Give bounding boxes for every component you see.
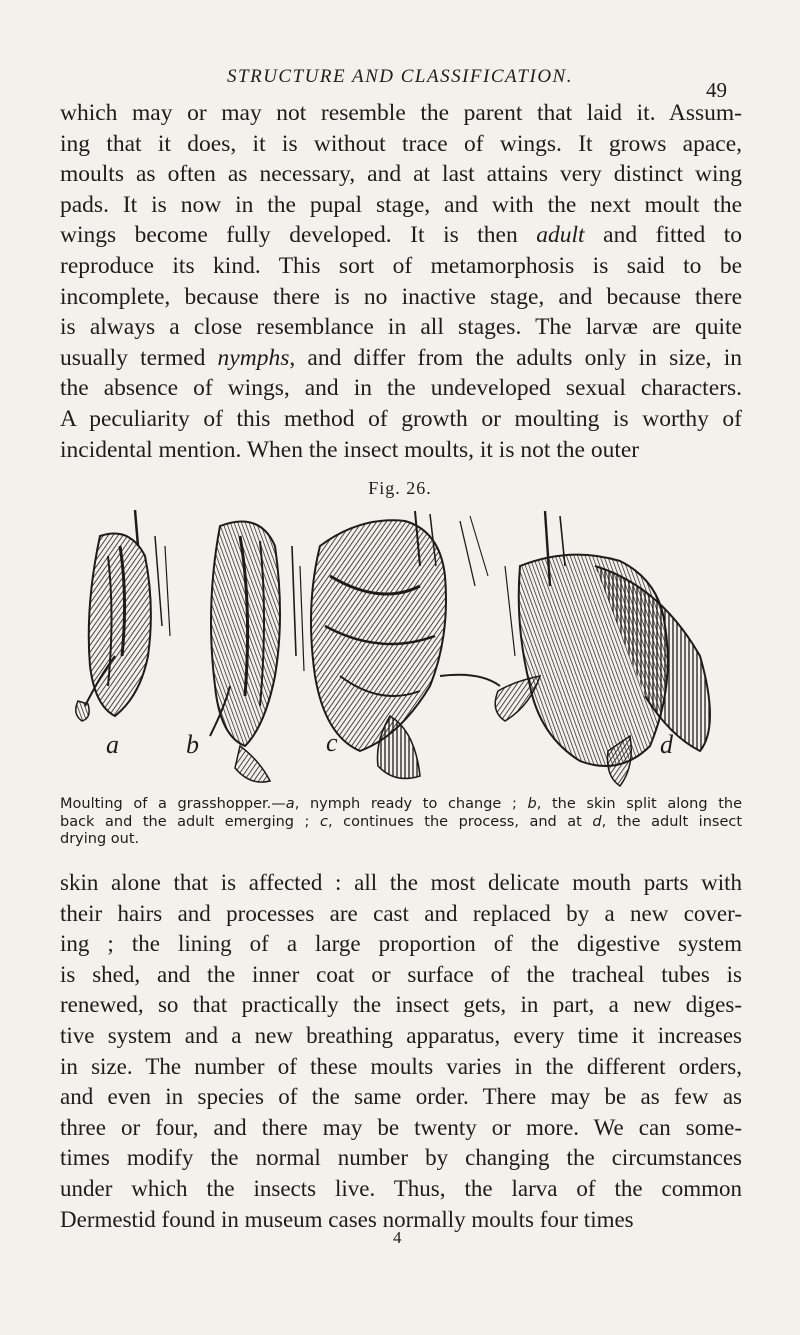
figure-letter-d: d bbox=[660, 730, 673, 759]
text-line: ing that it does, it is without trace of wings. It grows apace, bbox=[60, 130, 742, 157]
caption-letter-d: d bbox=[592, 813, 602, 830]
text-line: under which the insects live. Thus, the larva of the common bbox=[60, 1175, 742, 1201]
caption-fragment: , the adult insect bbox=[601, 813, 743, 830]
text-line: skin alone that is affected : all the most delicate mouth parts with bbox=[60, 870, 742, 895]
text-line: pads. It is now in the pupal stage, and with the next moult the bbox=[60, 191, 742, 218]
running-head: STRUCTURE AND CLASSIFICATION. bbox=[227, 66, 573, 87]
top-paragraph bbox=[60, 98, 742, 465]
caption-letter-a: a bbox=[285, 796, 295, 812]
text-line: is shed, and the inner coat or surface of the tracheal tubes is bbox=[60, 961, 742, 987]
italic-word-nymphs: nymphs bbox=[217, 344, 290, 371]
text-line: renewed, so that practically the insect gets, in part, a new diges- bbox=[60, 992, 742, 1018]
text-fragment: wings become fully developed. It is then bbox=[60, 222, 518, 249]
text-line: is always a close resemblance in all stages. The larvæ are quite bbox=[60, 314, 742, 341]
caption-letter-c: c bbox=[319, 813, 328, 830]
text-line: incidental mention. When the insect moults, it is not the outer bbox=[60, 436, 640, 463]
text-line bbox=[60, 220, 742, 251]
italic-word-adult: adult bbox=[536, 222, 585, 249]
text-line: the absence of wings, and in the undeveloped sexual characters. bbox=[60, 375, 742, 402]
text-line: Dermestid found in museum cases normally moults four times bbox=[60, 1206, 634, 1232]
caption-fragment: back and the adult emerging ; bbox=[60, 813, 310, 830]
bottom-paragraph bbox=[60, 868, 742, 1235]
caption-line: drying out. bbox=[60, 831, 140, 847]
caption-fragment: , nymph ready to change ; bbox=[294, 796, 517, 812]
text-line: incomplete, because there is no inactive stage, and because there bbox=[60, 283, 742, 310]
nymph-figure-b bbox=[210, 522, 304, 783]
nymph-figure-a bbox=[76, 510, 170, 721]
text-line: reproduce its kind. This sort of metamorphosis is said to be bbox=[60, 252, 742, 279]
text-line: moults as often as necessary, and at last attains very distinct wing bbox=[60, 161, 742, 188]
figure-letter-c: c bbox=[326, 728, 338, 757]
text-line: ing ; the lining of a large proportion of the digestive system bbox=[60, 931, 742, 957]
figure-letter-b: b bbox=[186, 730, 199, 759]
text-line: three or four, and there may be twenty or more. We can some- bbox=[60, 1114, 742, 1140]
adult-emerging-figure-c bbox=[311, 511, 500, 778]
caption-letter-b: b bbox=[527, 796, 537, 812]
grasshopper-moulting-illustration bbox=[60, 506, 742, 792]
text-fragment: usually termed bbox=[60, 344, 206, 371]
text-line: times modify the normal number by changing the circumstances bbox=[60, 1145, 742, 1171]
text-line: tive system and a new breathing apparatus, every time it increases bbox=[60, 1022, 742, 1048]
adult-drying-figure-d bbox=[495, 511, 710, 786]
caption-line bbox=[60, 814, 742, 832]
text-fragment: , and differ from the adults only in size, in bbox=[289, 344, 742, 371]
figure-letter-a: a bbox=[106, 730, 119, 759]
text-line: which may or may not resemble the parent that laid it. Assum- bbox=[60, 100, 742, 126]
caption-fragment: Moulting of a grasshopper.— bbox=[60, 796, 286, 812]
caption-fragment: , continues the process, and at bbox=[327, 813, 582, 830]
text-fragment: and fitted to bbox=[603, 222, 743, 249]
text-line: A peculiarity of this method of growth or moulting is worthy of bbox=[60, 405, 742, 432]
figure-caption bbox=[60, 796, 742, 849]
text-line: their hairs and processes are cast and replaced by a new cover- bbox=[60, 900, 742, 926]
text-line bbox=[60, 343, 742, 374]
signature-mark: 4 bbox=[393, 1228, 402, 1247]
caption-fragment: , the skin split along the bbox=[536, 796, 743, 812]
text-line: and even in species of the same order. There may be as few as bbox=[60, 1084, 742, 1110]
text-line: in size. The number of these moults varies in the different orders, bbox=[60, 1053, 742, 1079]
page-number: 49 bbox=[706, 78, 727, 102]
caption-line bbox=[60, 796, 742, 814]
figure-label: Fig. 26. bbox=[368, 478, 432, 498]
